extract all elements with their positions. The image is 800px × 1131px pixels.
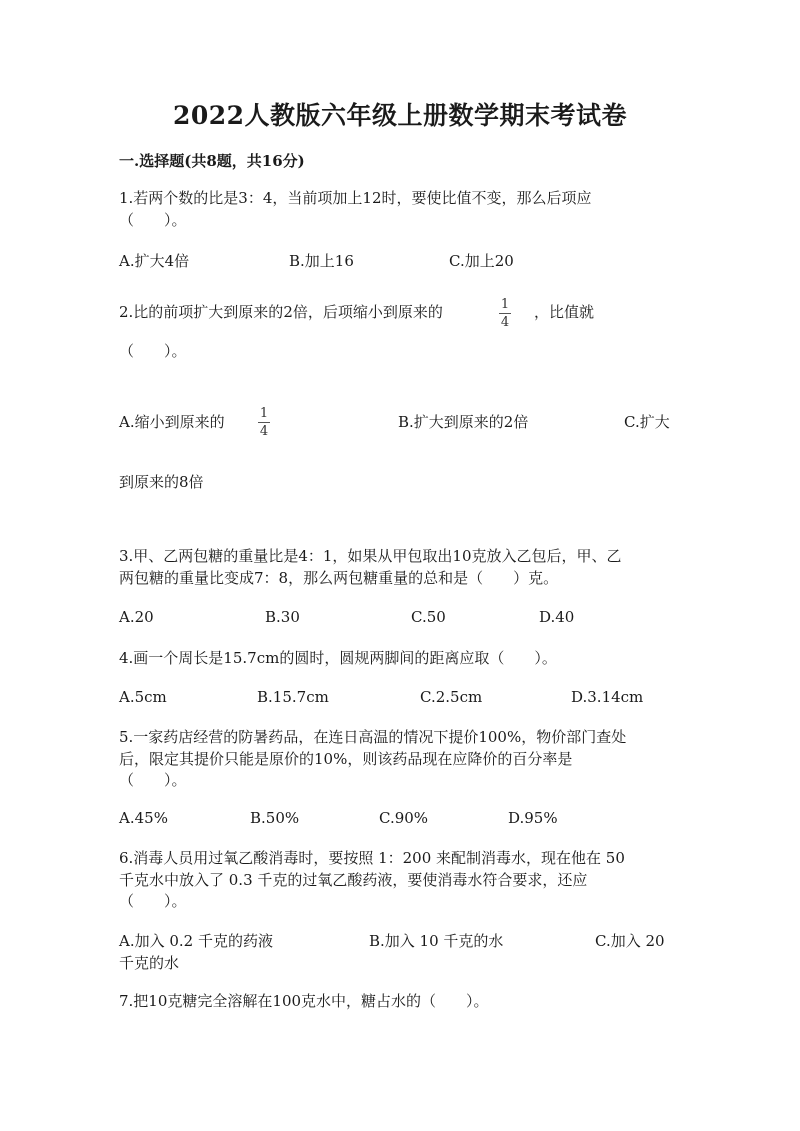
question-2-option-c-continued: 到原来的8倍: [119, 473, 204, 491]
question-4-option-c: C.2.5cm: [420, 688, 483, 706]
question-5-line-3: （ ）。: [119, 771, 187, 789]
page-title: 2022人教版六年级上册数学期末考试卷: [172, 101, 628, 130]
question-6-line-1: 6.消毒人员用过氧乙酸消毒时，要按照 1：200 来配制消毒水，现在他在 50: [119, 849, 625, 867]
question-3-option-d: D.40: [539, 608, 575, 626]
question-5-line-1: 5.一家药店经营的防暑药品，在连日高温的情况下提价100%，物价部门查处: [119, 728, 627, 746]
question-6-option-c: C.加入 20: [595, 932, 665, 950]
question-4-option-d: D.3.14cm: [571, 688, 644, 706]
question-6-line-3: （ ）。: [119, 892, 187, 910]
question-1-line-1: 1.若两个数的比是3：4，当前项加上12时，要使比值不变，那么后项应: [119, 189, 592, 207]
question-2-line-1-end: ，比值就: [534, 303, 595, 321]
question-5-option-d: D.95%: [508, 809, 558, 827]
question-2-option-c: C.扩大: [624, 413, 670, 431]
question-5-option-a: A.45%: [119, 809, 168, 827]
question-6-option-b: B.加入 10 千克的水: [369, 932, 504, 950]
question-2-fraction: 1 4: [500, 297, 510, 330]
question-7-line-1: 7.把10克糖完全溶解在100克水中，糖占水的（ ）。: [119, 992, 489, 1010]
question-1-option-b: B.加上16: [289, 252, 354, 270]
question-2-option-b: B.扩大到原来的2倍: [398, 413, 529, 431]
question-2-option-a: A.缩小到原来的: [119, 413, 225, 431]
section-heading: 一.选择题(共8题，共16分): [119, 152, 305, 170]
question-3-line-1: 3.甲、乙两包糖的重量比是4：1，如果从甲包取出10克放入乙包后，甲、乙: [119, 547, 622, 565]
question-4-line-1: 4.画一个周长是15.7cm的圆时，圆规两脚间的距离应取（ ）。: [119, 649, 557, 667]
question-6-option-c-continued: 千克的水: [119, 954, 180, 972]
question-2-line-2: （ ）。: [119, 342, 187, 360]
question-3-option-a: A.20: [119, 608, 154, 626]
question-6-option-a: A.加入 0.2 千克的药液: [119, 932, 273, 950]
question-1-option-c: C.加上20: [449, 252, 514, 270]
question-3-option-c: C.50: [411, 608, 446, 626]
question-3-line-2: 两包糖的重量比变成7：8，那么两包糖重量的总和是（ ）克。: [119, 569, 559, 587]
question-4-option-b: B.15.7cm: [257, 688, 329, 706]
question-3-option-b: B.30: [265, 608, 300, 626]
question-6-line-2: 千克水中放入了 0.3 千克的过氧乙酸药液，要使消毒水符合要求，还应: [119, 871, 588, 889]
question-5-option-c: C.90%: [379, 809, 429, 827]
question-2-line-1: 2.比的前项扩大到原来的2倍，后项缩小到原来的: [119, 303, 443, 321]
question-5-option-b: B.50%: [250, 809, 300, 827]
question-2-option-a-fraction: 1 4: [259, 406, 269, 439]
question-1-line-2: （ ）。: [119, 211, 187, 229]
question-1-option-a: A.扩大4倍: [119, 252, 190, 270]
question-4-option-a: A.5cm: [119, 688, 167, 706]
question-5-line-2: 后，限定其提价只能是原价的10%，则该药品现在应降价的百分率是: [119, 750, 573, 768]
